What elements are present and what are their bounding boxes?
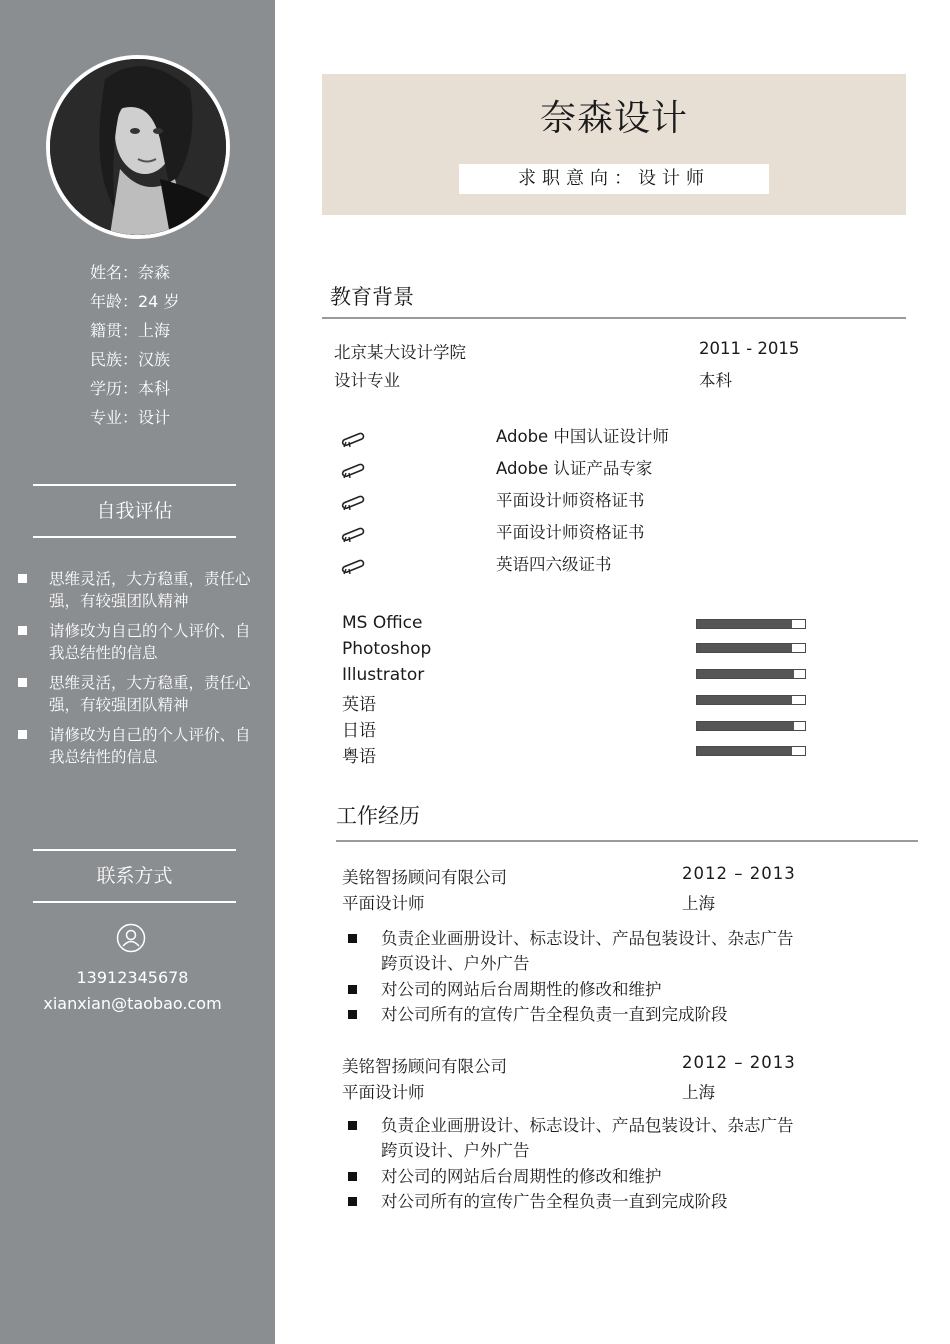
- education-major: 设计专业: [334, 371, 400, 390]
- avatar: [46, 55, 230, 239]
- detail-age: 年龄：24 岁: [90, 292, 180, 311]
- certificate-item: Adobe 中国认证设计师: [496, 427, 669, 446]
- list-item: [18, 724, 258, 776]
- self-eval-text: 思维灵活，大方稳重，责任心强，有较强团队精神: [49, 570, 251, 610]
- person-icon: [116, 923, 146, 953]
- list-item: [348, 1189, 808, 1214]
- bullet-icon: [348, 934, 357, 943]
- skill-bar: [696, 746, 806, 756]
- portrait-photo: [50, 59, 226, 235]
- detail-hometown: 籍贯：上海: [90, 321, 171, 340]
- list-item: [348, 1002, 808, 1027]
- duty-text: 对公司的网站后台周期性的修改和维护: [381, 1167, 662, 1186]
- contact-title: 联系方式: [33, 849, 236, 903]
- list-item: [18, 672, 258, 724]
- divider: [336, 840, 918, 842]
- contact-phone[interactable]: 13912345678: [76, 968, 189, 987]
- education-school: 北京某大设计学院: [334, 343, 466, 362]
- sidebar: [0, 0, 275, 1344]
- job-role: 平面设计师: [342, 894, 425, 913]
- job-role: 平面设计师: [342, 1083, 425, 1102]
- skill-name: Photoshop: [342, 639, 432, 659]
- list-item: [348, 926, 808, 976]
- list-item: [18, 568, 258, 620]
- job-company: 美铭智扬顾问有限公司: [342, 1057, 507, 1076]
- skill-name: Illustrator: [342, 665, 425, 685]
- bullet-icon: [18, 626, 27, 635]
- skill-bar: [696, 721, 806, 731]
- self-eval-text: 请修改为自己的个人评价、自我总结性的信息: [49, 622, 251, 662]
- detail-ethnicity: 民族：汉族: [90, 350, 171, 369]
- certificate-item: 平面设计师资格证书: [496, 491, 645, 510]
- job-years: 2012 – 2013: [682, 1053, 796, 1072]
- self-eval-list: [18, 568, 258, 776]
- diploma-icon: [340, 461, 368, 479]
- bullet-icon: [18, 678, 27, 687]
- certificate-item: 英语四六级证书: [496, 555, 612, 574]
- list-item: [18, 620, 258, 672]
- skill-fill: [697, 747, 792, 755]
- job-city: 上海: [682, 894, 715, 913]
- skill-fill: [697, 644, 792, 652]
- skill-bar: [696, 669, 806, 679]
- diploma-icon: [340, 430, 368, 448]
- bullet-icon: [348, 985, 357, 994]
- certificate-item: 平面设计师资格证书: [496, 523, 645, 542]
- page-title: 奈森设计: [539, 98, 688, 139]
- skill-fill: [697, 670, 794, 678]
- bullet-icon: [348, 1197, 357, 1206]
- skill-fill: [697, 722, 794, 730]
- skill-name: 粤语: [342, 747, 376, 767]
- duty-text: 对公司所有的宣传广告全程负责一直到完成阶段: [381, 1192, 728, 1211]
- skill-fill: [697, 620, 792, 628]
- diploma-icon: [340, 557, 368, 575]
- job-years: 2012 – 2013: [682, 864, 796, 883]
- self-eval-text: 请修改为自己的个人评价、自我总结性的信息: [49, 726, 251, 766]
- bullet-icon: [18, 730, 27, 739]
- bullet-icon: [348, 1010, 357, 1019]
- job-city: 上海: [682, 1083, 715, 1102]
- detail-name: 姓名：奈森: [90, 263, 171, 282]
- detail-major: 专业：设计: [90, 408, 171, 427]
- education-title: 教育背景: [330, 285, 414, 309]
- skill-bar: [696, 695, 806, 705]
- bullet-icon: [348, 1172, 357, 1181]
- header-box: [322, 74, 906, 215]
- skill-name: 日语: [342, 721, 376, 741]
- diploma-icon: [340, 525, 368, 543]
- personal-details: [90, 258, 179, 432]
- divider: [322, 317, 906, 319]
- job-intent: 求职意向：设计师: [459, 164, 769, 194]
- skill-name: MS Office: [342, 613, 423, 633]
- self-eval-title: 自我评估: [33, 484, 236, 538]
- certificate-item: Adobe 认证产品专家: [496, 459, 653, 478]
- work-title: 工作经历: [336, 804, 420, 828]
- skill-bar: [696, 619, 806, 629]
- self-eval-text: 思维灵活，大方稳重，责任心强，有较强团队精神: [49, 674, 251, 714]
- skill-name: 英语: [342, 695, 376, 715]
- duty-text: 对公司的网站后台周期性的修改和维护: [381, 980, 662, 999]
- contact-email[interactable]: xianxian@taobao.com: [43, 994, 222, 1013]
- duty-text: 负责企业画册设计、标志设计、产品包装设计、杂志广告跨页设计、户外广告: [381, 1116, 794, 1160]
- bullet-icon: [18, 574, 27, 583]
- duty-text: 负责企业画册设计、标志设计、产品包装设计、杂志广告跨页设计、户外广告: [381, 929, 794, 973]
- list-item: [348, 977, 808, 1002]
- education-years: 2011 - 2015: [699, 339, 800, 358]
- detail-education: 学历：本科: [90, 379, 171, 398]
- bullet-icon: [348, 1121, 357, 1130]
- list-item: [348, 1113, 808, 1163]
- skill-fill: [697, 696, 792, 704]
- education-degree: 本科: [699, 371, 732, 390]
- job-company: 美铭智扬顾问有限公司: [342, 868, 507, 887]
- duty-text: 对公司所有的宣传广告全程负责一直到完成阶段: [381, 1005, 728, 1024]
- diploma-icon: [340, 493, 368, 511]
- skill-bar: [696, 643, 806, 653]
- list-item: [348, 1164, 808, 1189]
